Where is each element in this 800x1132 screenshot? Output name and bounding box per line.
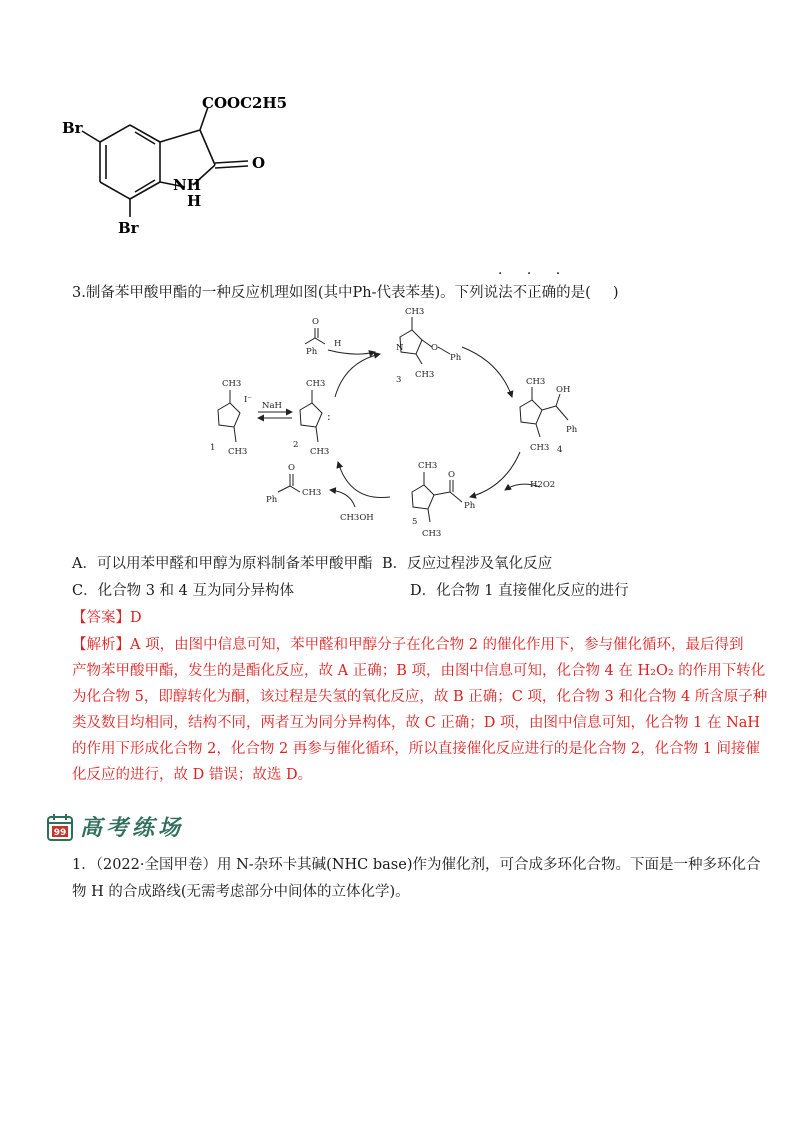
analysis-block: [72, 632, 768, 788]
stem-close: ): [612, 285, 619, 301]
analysis-line-4: 类及数目均相同，结构不同，两者互为同分异构体，故 C 正确；D 项，由图中信息可知，化合物 1 在 NaH: [72, 715, 761, 731]
nh-h-label: H: [187, 192, 202, 210]
o-benzaldehyde: O: [312, 317, 319, 327]
label-3: 3: [396, 375, 402, 385]
calendar-number: 99: [53, 828, 67, 838]
analysis-line-3: 为化合物 5，即醇转化为酮，该过程是失氢的氧化反应，故 B 正确；C 项，化合物 3 和化合物 4 所含原子种: [72, 689, 768, 705]
analysis-line-5: 的作用下形成化合物 2，化合物 2 再参与催化循环，所以直接催化反应进行的是化合物 2，化合物 1 间接催: [72, 741, 761, 757]
section-banner: [46, 810, 246, 844]
answer-line: [72, 605, 142, 631]
nh-label: NH: [173, 176, 201, 194]
analysis-label: 【解析】: [72, 637, 130, 653]
ph-ester: Ph: [266, 495, 278, 505]
ester-label: COOC2H5: [202, 94, 288, 112]
iodide-label: I⁻: [244, 395, 252, 405]
ch3-c5-bottom: CH3: [422, 529, 442, 539]
oxygen-label: O: [252, 154, 266, 172]
ch3-c3-bottom: CH3: [415, 370, 435, 380]
emphasis-dots: · · ·: [498, 266, 571, 282]
stem-emphasis: 不正确: [512, 285, 557, 301]
o-c3: O: [431, 343, 438, 353]
ch3-c2-bottom: CH3: [310, 447, 330, 457]
br-label-top: Br: [62, 119, 83, 137]
ph-c3: Ph: [450, 353, 462, 363]
nah-label: NaH: [262, 401, 282, 411]
option-c: C．化合物 3 和 4 互为同分异构体: [72, 583, 294, 599]
option-d: D．化合物 1 直接催化反应的进行: [410, 583, 629, 599]
question1-line-2: 物 H 的合成路线(无需考虑部分中间体的立体化学)。: [72, 884, 410, 900]
stem-post: 的是(: [556, 285, 591, 301]
n-c3: N: [396, 343, 404, 353]
label-2: 2: [293, 440, 299, 450]
indolinone-structure: [60, 85, 320, 245]
analysis-line-1: A 项，由图中信息可知，苯甲醛和甲醇分子在化合物 2 的催化作用下，参与催化循环，最后得到: [130, 637, 744, 653]
answer-value: D: [130, 610, 142, 626]
svg-text::: :: [327, 410, 331, 423]
o-c5: O: [448, 470, 455, 480]
answer-label: 【答案】: [72, 610, 130, 626]
question1-line-1: 1．（2022·全国甲卷）用 N-杂环卡其碱(NHC base)作为催化剂，可合成多环化合物。下面是一种多环化合: [72, 857, 761, 873]
ch3-c5-top: CH3: [418, 461, 438, 471]
ch3-c4-top: CH3: [526, 377, 546, 387]
ch3-c2-top: CH3: [306, 379, 326, 389]
analysis-line-2: 产物苯甲酸甲酯，发生的是酯化反应，故 A 正确；B 项，由图中信息可知，化合物 4 在 H₂O₂ 的作用下转化: [72, 663, 766, 679]
ph-c5: Ph: [464, 501, 476, 511]
mechanism-diagram: [200, 302, 600, 542]
label-5: 5: [412, 517, 418, 527]
o-ester: O: [288, 463, 295, 473]
calendar-icon: [46, 812, 74, 842]
ch3-c3-top: CH3: [405, 307, 425, 317]
analysis-line-6: 化反应的进行，故 D 错误；故选 D。: [72, 767, 313, 783]
br-label-bottom: Br: [118, 219, 139, 237]
ph-c4: Ph: [566, 425, 578, 435]
ph-benzaldehyde: Ph: [306, 347, 318, 357]
h2o2-label: H2O2: [530, 480, 556, 490]
oh-c4: OH: [556, 385, 571, 395]
option-a: A．可以用苯甲醛和甲醇为原料制备苯甲酸甲酯: [72, 556, 373, 572]
ch3-c4-bottom: CH3: [530, 443, 550, 453]
stem-pre: 3.制备苯甲酸甲酯的一种反应机理如图(其中Ph-代表苯基)。下列说法: [72, 285, 513, 301]
ch3-c1-top: CH3: [222, 379, 242, 389]
option-b: B．反应过程涉及氧化反应: [382, 556, 553, 572]
label-1: 1: [210, 443, 216, 453]
ch3oh-label: CH3OH: [340, 513, 374, 523]
label-4: 4: [557, 445, 563, 455]
section-title: 高考练场: [80, 816, 185, 841]
h-benzaldehyde: H: [334, 339, 342, 349]
och3-ester: CH3: [302, 488, 322, 498]
ch3-c1-bottom: CH3: [228, 447, 248, 457]
